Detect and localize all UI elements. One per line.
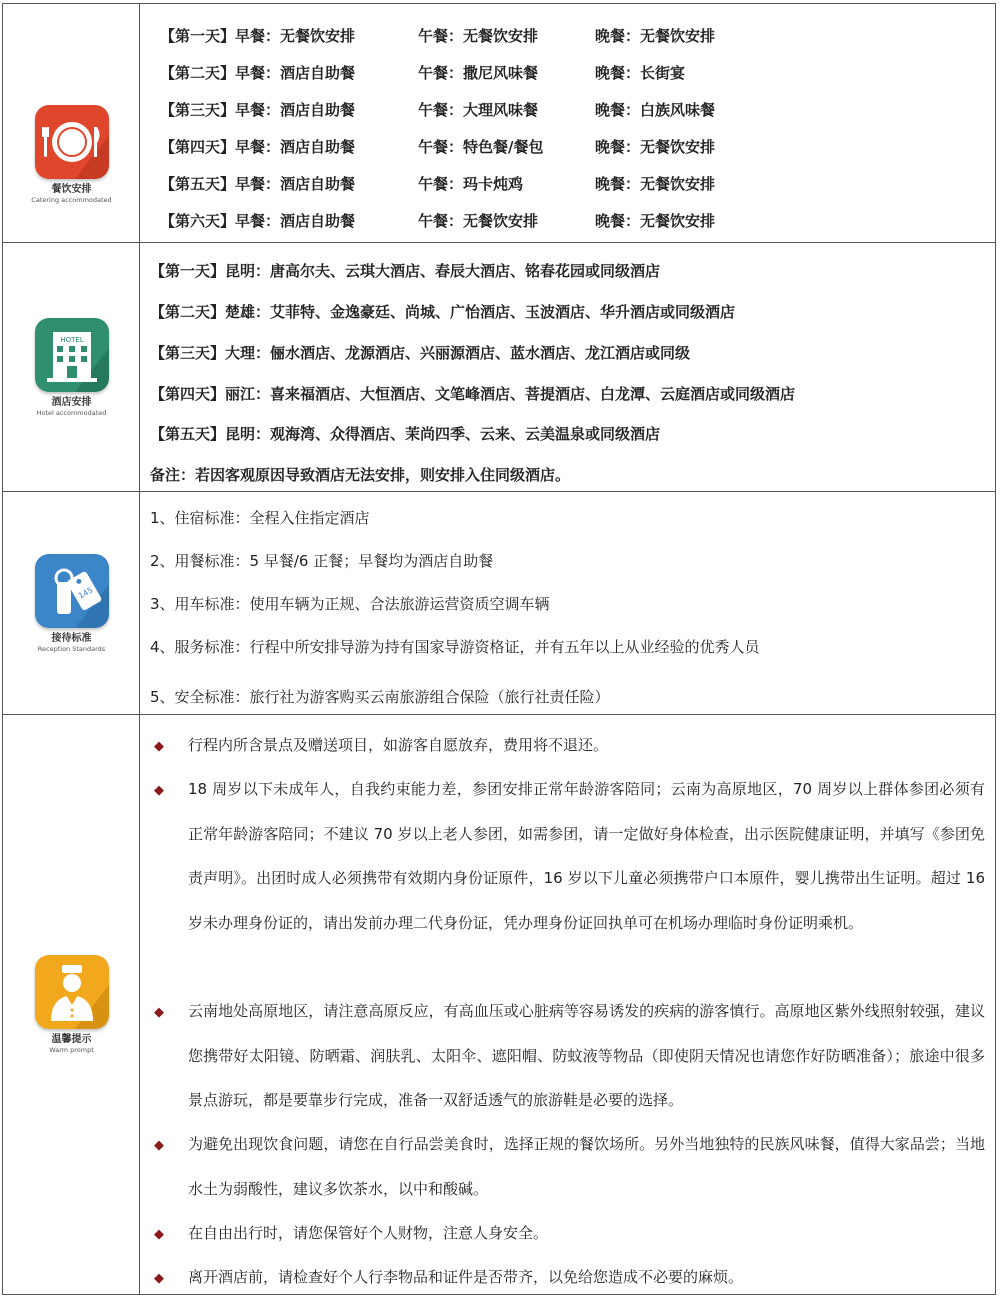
meal-lunch: 午餐：大理风味餐 [418,101,539,119]
hotels-icon-column [3,243,140,491]
meal-dinner: 晚餐：无餐饮安排 [595,212,716,230]
meals-icon-column [3,4,140,242]
tips-content [140,715,995,1294]
standard-row: 1、住宿标准：全程入住指定酒店 [150,509,370,527]
standards-icon-column [3,492,140,714]
meal-lunch: 午餐：无餐饮安排 [418,212,539,230]
hotel-note: 备注：若因客观原因导致酒店无法安排，则安排入住同级酒店。 [150,466,571,484]
hotel-row: 【第一天】昆明：唐高尔夫、云琪大酒店、春辰大酒店、铭春花园或同级酒店 [150,262,661,280]
hotels-content [140,243,995,491]
meal-breakfast: 早餐：酒店自助餐 [235,212,356,230]
meals-section [2,3,996,243]
hotels-subtitle: Hotel accommodated [36,409,107,417]
meal-day: 【第一天】 [160,27,236,45]
hotel-icon-label: HOTEL [59,336,84,344]
tips-title: 温馨提示 [51,1034,92,1045]
meal-day: 【第三天】 [160,101,236,119]
standard-row: 4、服务标准：行程中所安排导游为持有国家导游资格证，并有五年以上从业经验的优秀人员 [150,638,760,656]
tip-item: 云南地处高原地区，请注意高原反应，有高血压或心脏病等容易诱发的疾病的游客慎行。高原地区紫外线照射较强，建议您携带好太阳镜、防晒霜、润肤乳、太阳伞、遮阳帽、防蚊液等物品（即使阴天情况也请您作好防晒准备）；旅途中很多景点游玩，都是要靠步行完成，准备一双舒适透气的旅游鞋是必要的选择。 [188,1002,985,1109]
meal-dinner: 晚餐：白族风味餐 [595,101,716,119]
standards-title: 接待标准 [51,633,92,644]
meals-subtitle: Catering accommodated [31,196,112,204]
meal-breakfast: 早餐：酒店自助餐 [235,138,356,156]
tip-item: 行程内所含景点及赠送项目，如游客自愿放弃，费用将不退还。 [188,736,609,754]
tip-item: 18 周岁以下未成年人，自我约束能力差，参团安排正常年龄游客陪同；云南为高原地区，70 周岁以上群体参团必须有正常年龄游客陪同；不建议 70 岁以上老人参团，如需参团，请一定做好身体检查，出示医院健康证明，并填写《参团免责声明》。出团时成人必须携带有效期内身份证原件，16 岁以下儿童必须携带户口本原件，婴儿携带出生证明。超过 16 岁未办理身份证的，请出发前办理二代身份证，凭办理身份证回执单可在机场办理临时身份证明乘机。 [188,780,985,932]
meal-dinner: 晚餐：长街宴 [595,64,686,82]
bellhop-person-icon [35,955,109,1029]
hotel-row: 【第三天】大理：俪水酒店、龙源酒店、兴丽源酒店、蓝水酒店、龙江酒店或同级 [150,344,691,362]
meals-content [140,4,995,242]
meal-lunch: 午餐：无餐饮安排 [418,27,539,45]
meal-lunch: 午餐：玛卡炖鸡 [418,175,524,193]
tips-icon-column [3,715,140,1294]
tips-section [2,715,996,1295]
plate-cutlery-icon [35,105,109,179]
tip-item: 离开酒店前，请检查好个人行李物品和证件是否带齐，以免给您造成不必要的麻烦。 [188,1268,744,1286]
meals-title: 餐饮安排 [51,184,92,195]
hotel-row: 【第五天】昆明：观海湾、众得酒店、茉尚四季、云来、云美温泉或同级酒店 [150,425,661,443]
meal-breakfast: 早餐：无餐饮安排 [235,27,356,45]
diamond-bullet-icon: ◆ [154,1271,164,1286]
meal-breakfast: 早餐：酒店自助餐 [235,101,356,119]
hotels-section [2,243,996,492]
diamond-bullet-icon: ◆ [154,783,164,798]
diamond-bullet-icon: ◆ [154,1227,164,1242]
meal-day: 【第五天】 [160,175,236,193]
meal-day: 【第二天】 [160,64,236,82]
standard-row: 2、用餐标准：5 早餐/6 正餐；早餐均为酒店自助餐 [150,552,494,570]
hotels-title: 酒店安排 [51,397,92,408]
meal-breakfast: 早餐：酒店自助餐 [235,175,356,193]
meal-dinner: 晚餐：无餐饮安排 [595,175,716,193]
meal-day: 【第六天】 [160,212,236,230]
tips-subtitle: Warm prompt [49,1046,94,1054]
standards-subtitle: Reception Standards [37,645,106,653]
diamond-bullet-icon: ◆ [154,1138,164,1153]
meal-dinner: 晚餐：无餐饮安排 [595,27,716,45]
room-key-tag-icon [35,554,109,628]
standard-row: 5、安全标准：旅行社为游客购买云南旅游组合保险（旅行社责任险） [150,688,610,706]
tip-item: 在自由出行时，请您保管好个人财物，注意人身安全。 [188,1224,549,1242]
meal-lunch: 午餐：撒尼风味餐 [418,64,539,82]
hotel-building-icon [35,318,109,392]
key-tag-number: 145 [76,585,94,601]
diamond-bullet-icon: ◆ [154,739,164,754]
meal-dinner: 晚餐：无餐饮安排 [595,138,716,156]
meal-day: 【第四天】 [160,138,236,156]
tip-item: 为避免出现饮食问题，请您在自行品尝美食时，选择正规的餐饮场所。另外当地独特的民族风味餐，值得大家品尝；当地水土为弱酸性，建议多饮茶水，以中和酸碱。 [188,1135,985,1198]
meal-lunch: 午餐：特色餐/餐包 [418,138,544,156]
diamond-bullet-icon: ◆ [154,1005,164,1020]
standards-section [2,492,996,715]
hotel-row: 【第四天】丽江：喜来福酒店、大恒酒店、文笔峰酒店、菩提酒店、白龙潭、云庭酒店或同级酒店 [150,385,796,403]
standards-content [140,492,995,714]
standard-row: 3、用车标准：使用车辆为正规、合法旅游运营资质空调车辆 [150,595,550,613]
hotel-row: 【第二天】楚雄：艾菲特、金逸豪廷、尚城、广怡酒店、玉波酒店、华升酒店或同级酒店 [150,303,736,321]
meal-breakfast: 早餐：酒店自助餐 [235,64,356,82]
